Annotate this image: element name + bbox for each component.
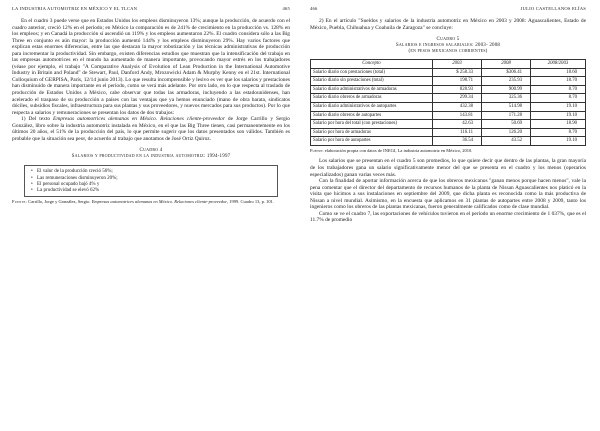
cell-ratio: 8.70 <box>531 128 586 137</box>
cuadro-4-item-text: La productividad se elevó 62% <box>37 188 100 193</box>
source-tail: , 1999. Cuadro 13, p. 101. <box>226 199 274 205</box>
cell-2008: $306.41 <box>482 68 531 77</box>
table-row <box>311 128 586 137</box>
cell-2003: 299.34 <box>433 94 482 103</box>
cell-concepto: Salario diario obreros de autopartes <box>311 111 433 120</box>
bullet-icon: • <box>31 181 33 187</box>
cell-2008: 235.93 <box>482 77 531 86</box>
cell-ratio: 18.70 <box>531 77 586 86</box>
table-row <box>311 120 586 129</box>
source-text: elaboración propia con datos de INEGI, La industria automotriz en México, 2010. <box>323 148 473 154</box>
cell-2008: 171.28 <box>482 111 531 120</box>
cell-2003: 36.54 <box>433 137 482 146</box>
table-header-row <box>311 60 586 69</box>
cell-concepto: Salario diario administrativos de armadoras <box>311 85 433 94</box>
cell-concepto: Salario diario obreros de armadoras <box>311 94 433 103</box>
cell-2003: 828.93 <box>433 85 482 94</box>
cell-concepto: Salario diario sin prestaciones (total) <box>311 77 433 86</box>
cell-ratio: 18.90 <box>531 120 586 129</box>
running-head-left <box>12 4 290 11</box>
cell-2008: 900.99 <box>482 85 531 94</box>
column-header-concepto: Concepto <box>311 60 433 69</box>
running-head-title: LA INDUSTRIA AUTOMOTRIZ EN MÉXICO Y EL TLCAN <box>12 6 138 11</box>
cuadro-4-box <box>24 165 278 197</box>
table-row <box>311 77 586 86</box>
cuadro-5-title: Cuadro 5 <box>436 37 460 43</box>
cuadro-4-source <box>12 199 290 204</box>
cell-2003: $ 258.33 <box>433 68 482 77</box>
cell-concepto: Salario por hora de armadoras <box>311 128 433 137</box>
source-book-title: Empresas automotrices alemanas en México. Relaciones cliente-proveedor <box>91 199 227 205</box>
table-row <box>311 94 586 103</box>
cell-2008: 325.36 <box>482 94 531 103</box>
cell-2003: 42.63 <box>433 120 482 129</box>
right-paragraph-4: Como se ve el cuadro 7, las exportaciones de vehículos tuvieron en el período un enorme crecimiento de 1 037%, que es el 11.7% de promedio <box>310 210 586 224</box>
cell-2003: 116.11 <box>433 128 482 137</box>
cell-2008: 514.98 <box>482 103 531 112</box>
cuadro-5-subtitle-units: (en pesos mexicanos corrientes) <box>408 49 488 55</box>
source-label: Fuente: <box>12 199 27 205</box>
running-head-author: JULIO CASTELLANOS ELÍAS <box>520 6 586 11</box>
cell-ratio: 18.60 <box>531 68 586 77</box>
table-row <box>311 111 586 120</box>
left-paragraph-2-rest: de Jorge Carrillo y Sergio González, libro sobre la industria automotriz instalada en México, en el que las Big Three tienen, casi permanentemente en los últimos 20 años, el 51% de la producción del país, lo que permite sugerir que los datos presentados son válidos. También es probable que la situación sea peor, de acuerdo al trabajo que anotamos de José Ortiz Quiroz. <box>12 116 290 142</box>
cuadro-4-subtitle: Salarios y productividad en la industria automotriz: 1994-1997 <box>71 154 231 160</box>
column-header-2003: 2003 <box>433 60 482 69</box>
cuadro-4-item-text: El valor de la producción creció 56%; <box>37 169 113 175</box>
bullet-icon: • <box>31 169 33 175</box>
cell-2008: 43.52 <box>482 137 531 146</box>
column-header-ratio: 2008/2003 <box>531 60 586 69</box>
table-row <box>311 68 586 77</box>
cuadro-4-item <box>31 188 271 194</box>
running-head-right <box>310 4 586 11</box>
table-row <box>311 103 586 112</box>
cell-2008: 50.69 <box>482 120 531 129</box>
left-paragraph-2 <box>12 116 290 142</box>
right-paragraph-1: 2) En el artículo "Sueldos y salarios de la industria automotriz en México en 2003 y 2008: Aguascalientes, Estado de México, Puebla, Chihuahua y Coahuila de Zaragoza" se concluye: <box>310 18 586 31</box>
cuadro-4-heading <box>12 148 290 160</box>
right-paragraph-2: Los salarios que se presentan en el cuadro 5 son promedios, lo que quiere decir que dentro de las plantas, la gran mayoría de los trabajadores gana un salario significativamente menor del que se presenta en el cuadro y los menos (operarios especializados) ganan varias veces más. <box>310 158 586 178</box>
bullet-icon: • <box>31 175 33 181</box>
cuadro-5-table <box>310 59 586 146</box>
right-paragraph-3: Con la finalidad de aportar información acerca de que los obreros mexicanos "ganan menos porque hacen menos", vale la pena comentar que el director del departamento de recursos humanos de la planta de Nissan Aguascalientes nos platicó en la visita que hicimos a sus instalaciones en septiembre del 2009, que dicha planta es reconocida como la más productiva de Nissan a nivel mundial. Asimismo, en la encuesta que aplicamos en 31 plantas de autopartes entre 2008 y 2009, tanto los ingenieros como los obreros de las plantas mexicanas, fueron generalmente calificados como de clase mundial. <box>310 178 586 211</box>
column-header-2008: 2008 <box>482 60 531 69</box>
cuadro-4-item-text: Las remuneraciones disminuyeron 20%; <box>37 175 118 181</box>
cuadro-4-title: Cuadro 4 <box>139 148 163 154</box>
cell-2008: 126.20 <box>482 128 531 137</box>
cell-2003: 198.71 <box>433 77 482 86</box>
cell-2003: 143.81 <box>433 111 482 120</box>
cuadro-4-item-text: El personal ocupado bajó 4% y <box>37 181 100 187</box>
cell-ratio: 8.70 <box>531 94 586 103</box>
cell-ratio: 19.10 <box>531 137 586 146</box>
left-paragraph-2-lead: 1) Del texto <box>21 116 54 123</box>
left-paragraph-1: En el cuadro 3 puede verse que en Estados Unidos los empleos disminuyeron 13%; aunque la producción, de acuerdo con el cuadro anterior, creció 12% en el período; en México la comparación es de 241% de crecimiento en la producción vs. 128% en los empleos; y en Canadá la producción sí ascendió un 119% y los empleos aumentaron 22%. El cuadro considera sólo a las Big Three en conjunto es aún mayor: la producción aumentó 144% y los empleos disminuyeron 29%. Hay varios factores que explican estas enormes diferencias, entre las que destacan la mayor robotización y las técnicas administrativas de producción para incrementar la productividad. Sin embargo, existen diferencias estudios que muestran que la intensificación del trabajo en las empresas automotrices en el mundo ha aumentado de manera importante, provocando mayor estrés en los trabajadores (véase por ejemplo, el trabajo "A Comparative Analysis of Evolution of Lean Production in the International Automotive Industry in Britain and Poland" de Stewart, Paul, Danford Andy, Mrozowicki Adam & Murphy Kenny en el 21st. International Colloquium of GERPISA, París, 12/14 junio 2013). Lo que resulta incomprensible y lesivo es ver que los salarios y prestaciones han disminuido de manera importante en el período, como se verá más adelante. Por otro lado, en lo que respecta al traslado de producción de Estados Unidos a México, cabe observar que todas las armadoras, incluyendo a las estadounidenses, han acelerado el traspaso de su producción a países con las ventajas que ya hemos enunciado (mano de obra barata, sindicatos dóciles, subsidios fiscales, infraestructura para sus plantas y sus proveedores, y nuevos mercados para sus productos). Por lo que respecta a salarios y remuneraciones se presentan los datos de dos trabajos: <box>12 18 290 116</box>
cell-concepto: Salario por hora del total (con prestaciones) <box>311 120 433 129</box>
cell-concepto: Salario por hora de autopartes <box>311 137 433 146</box>
cell-2003: 432.38 <box>433 103 482 112</box>
table-row <box>311 85 586 94</box>
left-paragraph-2-book-title: Empresas automotrices alemanas en México. Relaciones cliente-proveedor <box>53 116 225 123</box>
table-row <box>311 137 586 146</box>
cuadro-5-subtitle: Salarios e ingresos salariales: 2003- 2008 <box>395 43 501 49</box>
page-number-right: 466 <box>310 6 318 11</box>
cell-ratio: 19.10 <box>531 111 586 120</box>
cell-ratio: 19.10 <box>531 103 586 112</box>
right-page <box>300 0 600 431</box>
cuadro-5-heading <box>310 37 586 55</box>
source-label: Fuente: <box>310 148 324 154</box>
cell-concepto: Salario diario con prestaciones (total) <box>311 68 433 77</box>
source-text: Carrillo, Jorge y González, Sergio. <box>26 199 92 205</box>
bullet-icon: • <box>31 188 33 193</box>
cell-concepto: Salario diario administrativos de autopartes <box>311 103 433 112</box>
cell-ratio: 8.70 <box>531 85 586 94</box>
page-number-left: 465 <box>282 6 290 11</box>
